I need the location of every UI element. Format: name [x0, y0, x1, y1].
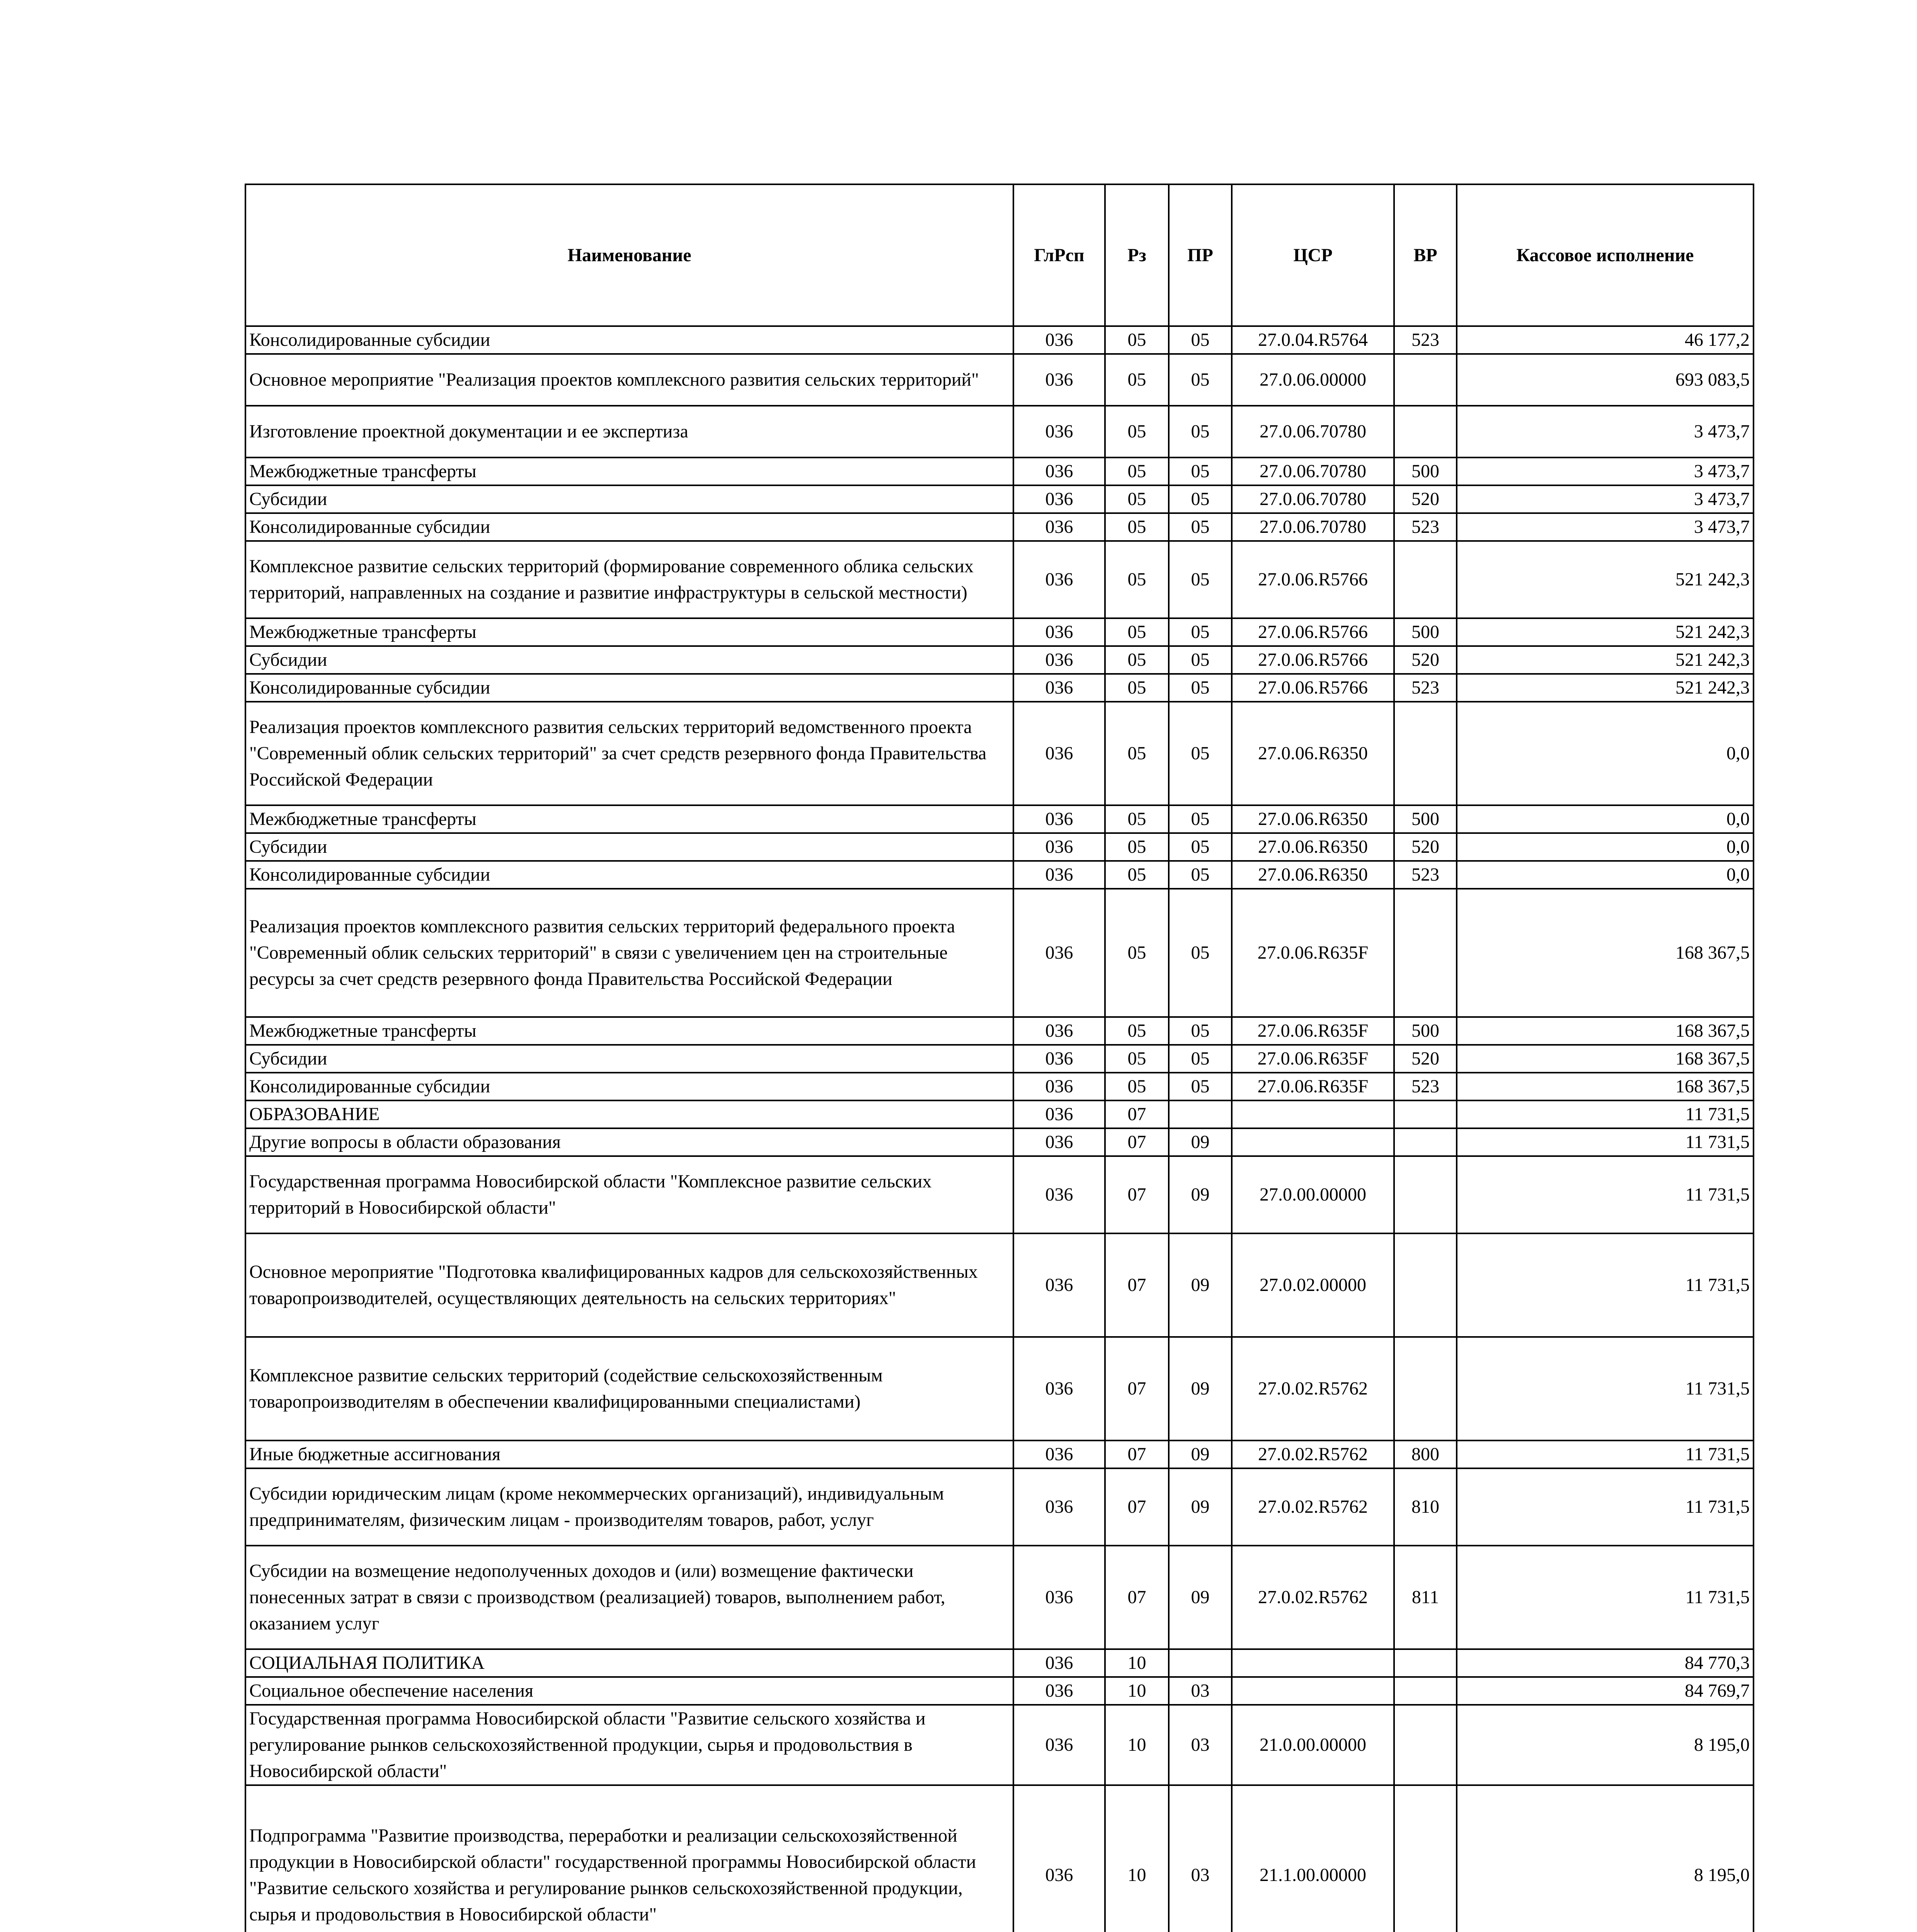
table-row	[245, 861, 1754, 889]
row-glrsp: 036	[1013, 702, 1105, 805]
table-row	[245, 833, 1754, 861]
row-name: Консолидированные субсидии	[245, 861, 1013, 889]
row-pr: 09	[1169, 1128, 1232, 1156]
table-row	[245, 406, 1754, 457]
row-name: Реализация проектов комплексного развития сельских территорий федерального проекта "Современный облик сельских территорий" в связи с увеличением цен на строительные ресурсы за счет средств резервного фонда Правительства Российской Федерации	[245, 889, 1013, 1017]
row-pr: 05	[1169, 618, 1232, 646]
table-row	[245, 513, 1754, 541]
row-vr: 500	[1394, 1017, 1457, 1045]
table-header-row	[245, 184, 1754, 326]
row-csr: 27.0.06.R6350	[1232, 861, 1394, 889]
row-pr: 09	[1169, 1468, 1232, 1546]
row-amount: 168 367,5	[1457, 1017, 1754, 1045]
row-glrsp: 036	[1013, 1677, 1105, 1705]
table-row	[245, 674, 1754, 702]
row-amount: 0,0	[1457, 805, 1754, 833]
row-amount: 3 473,7	[1457, 513, 1754, 541]
row-pr: 09	[1169, 1156, 1232, 1233]
row-amount: 521 242,3	[1457, 674, 1754, 702]
row-vr	[1394, 354, 1457, 406]
row-name: Другие вопросы в области образования	[245, 1128, 1013, 1156]
row-csr: 27.0.06.R5766	[1232, 646, 1394, 674]
table-row	[245, 541, 1754, 618]
row-csr: 27.0.06.R635F	[1232, 1073, 1394, 1100]
table-row	[245, 1128, 1754, 1156]
row-glrsp: 036	[1013, 457, 1105, 485]
row-csr: 27.0.06.R635F	[1232, 1045, 1394, 1073]
row-pr: 05	[1169, 674, 1232, 702]
header-csr: ЦСР	[1232, 184, 1394, 326]
row-name: Субсидии	[245, 1045, 1013, 1073]
table-row	[245, 889, 1754, 1017]
row-rz: 07	[1105, 1468, 1169, 1546]
row-csr: 27.0.06.70780	[1232, 457, 1394, 485]
table-body	[245, 326, 1754, 1932]
row-pr: 05	[1169, 1045, 1232, 1073]
row-pr: 03	[1169, 1785, 1232, 1932]
row-amount: 11 731,5	[1457, 1128, 1754, 1156]
row-name: Субсидии юридическим лицам (кроме некоммерческих организаций), индивидуальным предпринимателям, физическим лицам - производителям товаров, работ, услуг	[245, 1468, 1013, 1546]
row-csr: 27.0.06.R635F	[1232, 1017, 1394, 1045]
row-name: Консолидированные субсидии	[245, 1073, 1013, 1100]
header-vr: ВР	[1394, 184, 1457, 326]
row-vr: 520	[1394, 833, 1457, 861]
row-glrsp: 036	[1013, 674, 1105, 702]
row-vr: 500	[1394, 805, 1457, 833]
row-csr: 27.0.06.R635F	[1232, 889, 1394, 1017]
row-name: Межбюджетные трансферты	[245, 1017, 1013, 1045]
table-row	[245, 485, 1754, 513]
row-amount: 46 177,2	[1457, 326, 1754, 354]
row-vr	[1394, 541, 1457, 618]
row-pr: 05	[1169, 833, 1232, 861]
table-row	[245, 457, 1754, 485]
row-amount: 0,0	[1457, 833, 1754, 861]
row-csr: 27.0.00.00000	[1232, 1156, 1394, 1233]
table-row	[245, 1468, 1754, 1546]
row-vr	[1394, 1128, 1457, 1156]
row-glrsp: 036	[1013, 1337, 1105, 1440]
row-rz: 05	[1105, 674, 1169, 702]
row-name: Консолидированные субсидии	[245, 326, 1013, 354]
row-name: Иные бюджетные ассигнования	[245, 1440, 1013, 1468]
row-amount: 168 367,5	[1457, 889, 1754, 1017]
table-row	[245, 618, 1754, 646]
row-csr	[1232, 1649, 1394, 1677]
table-row	[245, 1156, 1754, 1233]
row-amount: 521 242,3	[1457, 618, 1754, 646]
row-glrsp: 036	[1013, 1468, 1105, 1546]
row-vr: 523	[1394, 326, 1457, 354]
budget-execution-table	[245, 184, 1754, 1932]
row-csr: 27.0.02.R5762	[1232, 1468, 1394, 1546]
row-pr: 05	[1169, 805, 1232, 833]
row-vr	[1394, 1649, 1457, 1677]
row-vr	[1394, 889, 1457, 1017]
header-rz: Рз	[1105, 184, 1169, 326]
row-amount: 84 769,7	[1457, 1677, 1754, 1705]
table-row	[245, 1785, 1754, 1932]
row-rz: 05	[1105, 457, 1169, 485]
row-amount: 521 242,3	[1457, 646, 1754, 674]
row-pr: 05	[1169, 406, 1232, 457]
row-vr: 800	[1394, 1440, 1457, 1468]
row-amount: 3 473,7	[1457, 485, 1754, 513]
row-vr	[1394, 1785, 1457, 1932]
row-name: Подпрограмма "Развитие производства, переработки и реализации сельскохозяйственной продукции в Новосибирской области" государственной программы Новосибирской области "Развитие сельского хозяйства и регулирование рынков сельскохозяйственной продукции, сырья и продовольствия в Новосибирской области"	[245, 1785, 1013, 1932]
row-vr: 523	[1394, 861, 1457, 889]
row-csr: 27.0.06.R6350	[1232, 833, 1394, 861]
row-pr: 05	[1169, 485, 1232, 513]
row-pr: 05	[1169, 326, 1232, 354]
row-csr: 27.0.04.R5764	[1232, 326, 1394, 354]
header-amount: Кассовое исполнение	[1457, 184, 1754, 326]
row-vr: 811	[1394, 1546, 1457, 1649]
row-amount: 168 367,5	[1457, 1073, 1754, 1100]
row-name: Субсидии	[245, 646, 1013, 674]
row-pr: 05	[1169, 541, 1232, 618]
row-pr: 05	[1169, 889, 1232, 1017]
row-csr: 27.0.06.70780	[1232, 485, 1394, 513]
row-glrsp: 036	[1013, 1045, 1105, 1073]
row-glrsp: 036	[1013, 833, 1105, 861]
row-glrsp: 036	[1013, 354, 1105, 406]
row-pr	[1169, 1649, 1232, 1677]
row-pr: 05	[1169, 354, 1232, 406]
table-row	[245, 1677, 1754, 1705]
row-glrsp: 036	[1013, 1440, 1105, 1468]
header-glrsp: ГлРсп	[1013, 184, 1105, 326]
row-rz: 07	[1105, 1337, 1169, 1440]
row-csr	[1232, 1128, 1394, 1156]
table-row	[245, 646, 1754, 674]
table-row	[245, 1017, 1754, 1045]
row-glrsp: 036	[1013, 485, 1105, 513]
row-vr: 523	[1394, 1073, 1457, 1100]
row-name: Межбюджетные трансферты	[245, 805, 1013, 833]
row-name: Основное мероприятие "Подготовка квалифицированных кадров для сельскохозяйственных товаропроизводителей, осуществляющих деятельность на сельских территориях"	[245, 1233, 1013, 1337]
row-glrsp: 036	[1013, 646, 1105, 674]
row-pr: 05	[1169, 1017, 1232, 1045]
row-amount: 0,0	[1457, 702, 1754, 805]
row-amount: 168 367,5	[1457, 1045, 1754, 1073]
row-pr: 05	[1169, 1073, 1232, 1100]
row-pr: 05	[1169, 457, 1232, 485]
table-row	[245, 354, 1754, 406]
row-rz: 05	[1105, 805, 1169, 833]
row-name: СОЦИАЛЬНАЯ ПОЛИТИКА	[245, 1649, 1013, 1677]
row-rz: 10	[1105, 1649, 1169, 1677]
row-rz: 07	[1105, 1156, 1169, 1233]
row-vr: 520	[1394, 646, 1457, 674]
row-csr	[1232, 1677, 1394, 1705]
row-vr: 500	[1394, 618, 1457, 646]
row-amount: 11 731,5	[1457, 1156, 1754, 1233]
row-pr: 05	[1169, 513, 1232, 541]
row-rz: 05	[1105, 618, 1169, 646]
row-vr	[1394, 1100, 1457, 1128]
row-csr: 21.0.00.00000	[1232, 1705, 1394, 1785]
row-vr: 810	[1394, 1468, 1457, 1546]
row-glrsp: 036	[1013, 861, 1105, 889]
row-glrsp: 036	[1013, 513, 1105, 541]
row-name: Государственная программа Новосибирской области "Комплексное развитие сельских территорий в Новосибирской области"	[245, 1156, 1013, 1233]
row-csr: 27.0.06.70780	[1232, 513, 1394, 541]
row-glrsp: 036	[1013, 1233, 1105, 1337]
table-row	[245, 702, 1754, 805]
row-name: Консолидированные субсидии	[245, 513, 1013, 541]
row-csr: 27.0.06.70780	[1232, 406, 1394, 457]
table-row	[245, 1705, 1754, 1785]
row-csr: 21.1.00.00000	[1232, 1785, 1394, 1932]
row-rz: 05	[1105, 1073, 1169, 1100]
row-csr: 27.0.02.R5762	[1232, 1440, 1394, 1468]
table-row	[245, 1440, 1754, 1468]
row-rz: 05	[1105, 354, 1169, 406]
row-rz: 10	[1105, 1705, 1169, 1785]
header-name: Наименование	[245, 184, 1013, 326]
row-rz: 05	[1105, 889, 1169, 1017]
row-vr	[1394, 1705, 1457, 1785]
row-rz: 05	[1105, 406, 1169, 457]
row-pr: 09	[1169, 1233, 1232, 1337]
row-amount: 0,0	[1457, 861, 1754, 889]
table-row	[245, 326, 1754, 354]
row-glrsp: 036	[1013, 1017, 1105, 1045]
row-csr: 27.0.06.R5766	[1232, 618, 1394, 646]
row-rz: 10	[1105, 1785, 1169, 1932]
row-csr: 27.0.02.R5762	[1232, 1546, 1394, 1649]
row-glrsp: 036	[1013, 541, 1105, 618]
row-pr: 03	[1169, 1677, 1232, 1705]
row-rz: 05	[1105, 861, 1169, 889]
row-name: Межбюджетные трансферты	[245, 618, 1013, 646]
row-glrsp: 036	[1013, 1100, 1105, 1128]
row-rz: 05	[1105, 485, 1169, 513]
row-pr: 03	[1169, 1705, 1232, 1785]
row-vr	[1394, 1233, 1457, 1337]
row-rz: 05	[1105, 1045, 1169, 1073]
row-name: Комплексное развитие сельских территорий (содействие сельскохозяйственным товаропроизводителям в обеспечении квалифицированными специалистами)	[245, 1337, 1013, 1440]
row-glrsp: 036	[1013, 326, 1105, 354]
row-vr: 520	[1394, 485, 1457, 513]
row-rz: 07	[1105, 1233, 1169, 1337]
row-amount: 11 731,5	[1457, 1468, 1754, 1546]
table-row	[245, 1100, 1754, 1128]
row-vr	[1394, 1337, 1457, 1440]
row-vr: 523	[1394, 674, 1457, 702]
row-pr: 05	[1169, 702, 1232, 805]
table-row	[245, 1233, 1754, 1337]
row-glrsp: 036	[1013, 1128, 1105, 1156]
row-glrsp: 036	[1013, 1073, 1105, 1100]
row-glrsp: 036	[1013, 889, 1105, 1017]
table-row	[245, 805, 1754, 833]
row-pr: 05	[1169, 646, 1232, 674]
table-row	[245, 1073, 1754, 1100]
row-rz: 07	[1105, 1546, 1169, 1649]
row-rz: 10	[1105, 1677, 1169, 1705]
row-glrsp: 036	[1013, 1705, 1105, 1785]
row-vr	[1394, 1677, 1457, 1705]
table-row	[245, 1045, 1754, 1073]
row-amount: 84 770,3	[1457, 1649, 1754, 1677]
row-pr: 05	[1169, 861, 1232, 889]
row-amount: 8 195,0	[1457, 1785, 1754, 1932]
row-vr: 520	[1394, 1045, 1457, 1073]
row-csr: 27.0.02.00000	[1232, 1233, 1394, 1337]
row-csr: 27.0.02.R5762	[1232, 1337, 1394, 1440]
row-rz: 05	[1105, 833, 1169, 861]
row-csr: 27.0.06.R5766	[1232, 674, 1394, 702]
row-name: Государственная программа Новосибирской области "Развитие сельского хозяйства и регулирование рынков сельскохозяйственной продукции, сырья и продовольствия в Новосибирской области"	[245, 1705, 1013, 1785]
row-pr: 09	[1169, 1337, 1232, 1440]
table-row	[245, 1546, 1754, 1649]
row-name: Консолидированные субсидии	[245, 674, 1013, 702]
row-rz: 05	[1105, 541, 1169, 618]
row-name: Межбюджетные трансферты	[245, 457, 1013, 485]
row-csr: 27.0.06.R6350	[1232, 702, 1394, 805]
row-name: Основное мероприятие "Реализация проектов комплексного развития сельских территорий"	[245, 354, 1013, 406]
row-amount: 3 473,7	[1457, 406, 1754, 457]
row-glrsp: 036	[1013, 618, 1105, 646]
table-row	[245, 1337, 1754, 1440]
row-pr	[1169, 1100, 1232, 1128]
row-glrsp: 036	[1013, 406, 1105, 457]
row-rz: 05	[1105, 702, 1169, 805]
row-csr: 27.0.06.R6350	[1232, 805, 1394, 833]
row-rz: 07	[1105, 1440, 1169, 1468]
row-name: Субсидии	[245, 833, 1013, 861]
row-glrsp: 036	[1013, 1156, 1105, 1233]
row-name: Субсидии	[245, 485, 1013, 513]
row-vr	[1394, 1156, 1457, 1233]
row-glrsp: 036	[1013, 1546, 1105, 1649]
row-csr: 27.0.06.00000	[1232, 354, 1394, 406]
row-csr	[1232, 1100, 1394, 1128]
row-amount: 3 473,7	[1457, 457, 1754, 485]
row-name: Социальное обеспечение населения	[245, 1677, 1013, 1705]
row-amount: 11 731,5	[1457, 1233, 1754, 1337]
row-name: Изготовление проектной документации и ее экспертиза	[245, 406, 1013, 457]
row-pr: 09	[1169, 1546, 1232, 1649]
row-amount: 521 242,3	[1457, 541, 1754, 618]
row-amount: 8 195,0	[1457, 1705, 1754, 1785]
row-rz: 07	[1105, 1128, 1169, 1156]
row-glrsp: 036	[1013, 805, 1105, 833]
row-glrsp: 036	[1013, 1649, 1105, 1677]
row-vr: 500	[1394, 457, 1457, 485]
row-name: Реализация проектов комплексного развития сельских территорий ведомственного проекта "Современный облик сельских территорий" за счет средств резервного фонда Правительства Российской Федерации	[245, 702, 1013, 805]
row-rz: 05	[1105, 646, 1169, 674]
row-amount: 11 731,5	[1457, 1100, 1754, 1128]
row-amount: 11 731,5	[1457, 1337, 1754, 1440]
row-name: ОБРАЗОВАНИЕ	[245, 1100, 1013, 1128]
row-csr: 27.0.06.R5766	[1232, 541, 1394, 618]
row-vr	[1394, 702, 1457, 805]
row-rz: 07	[1105, 1100, 1169, 1128]
row-amount: 693 083,5	[1457, 354, 1754, 406]
row-amount: 11 731,5	[1457, 1440, 1754, 1468]
row-pr: 09	[1169, 1440, 1232, 1468]
row-amount: 11 731,5	[1457, 1546, 1754, 1649]
table-row	[245, 1649, 1754, 1677]
row-vr: 523	[1394, 513, 1457, 541]
header-pr: ПР	[1169, 184, 1232, 326]
row-vr	[1394, 406, 1457, 457]
row-glrsp: 036	[1013, 1785, 1105, 1932]
row-name: Комплексное развитие сельских территорий (формирование современного облика сельских территорий, направленных на создание и развитие инфраструктуры в сельской местности)	[245, 541, 1013, 618]
row-rz: 05	[1105, 1017, 1169, 1045]
row-rz: 05	[1105, 326, 1169, 354]
row-rz: 05	[1105, 513, 1169, 541]
row-name: Субсидии на возмещение недополученных доходов и (или) возмещение фактически понесенных затрат в связи с производством (реализацией) товаров, выполнением работ, оказанием услуг	[245, 1546, 1013, 1649]
